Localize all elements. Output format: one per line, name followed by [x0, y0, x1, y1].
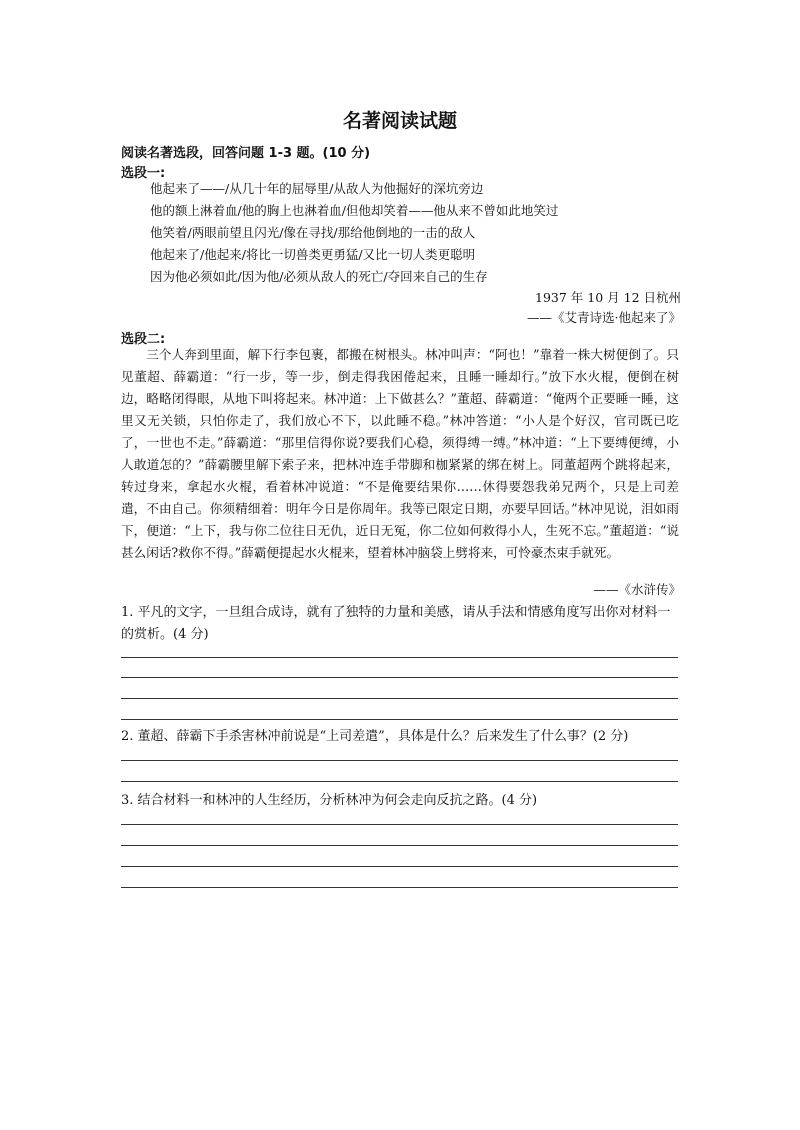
answer-line[interactable]: [121, 781, 678, 782]
poem-line: 他笑着/两眼前望且闪光/像在寻找/那给他倒地的一击的敌人: [150, 225, 476, 240]
answer-line[interactable]: [121, 866, 678, 867]
poem-line: 他起来了/他起来/将比一切兽类更勇猛/又比一切人类更聪明: [150, 247, 476, 262]
question-3: 3. 结合材料一和林冲的人生经历，分析林冲为何会走向反抗之路。(4 分): [121, 793, 538, 808]
answer-line[interactable]: [121, 887, 678, 888]
instruction-text: 阅读名著选段，回答问题 1-3 题。(10 分): [121, 146, 371, 161]
answer-line[interactable]: [121, 719, 678, 720]
poem-line: 他起来了——/从几十年的屈辱里/从敌人为他掘好的深坑旁边: [150, 181, 484, 196]
answer-line[interactable]: [121, 657, 678, 658]
poem-source: ——《艾青诗选·他起来了》: [527, 310, 681, 325]
answer-line[interactable]: [121, 845, 678, 846]
excerpt1-label: 选段一:: [121, 166, 166, 181]
answer-line[interactable]: [121, 677, 678, 678]
excerpt2-source: ——《水浒传》: [593, 582, 681, 597]
page-title: 名著阅读试题: [342, 110, 457, 132]
poem-line: 因为他必须如此/因为他/必须从敌人的死亡/夺回来自己的生存: [150, 269, 488, 284]
question-1: 1. 平凡的文字，一旦组合成诗，就有了独特的力量和美感，请从手法和情感角度写出你对材料一的赏析。(4 分): [121, 605, 671, 642]
excerpt2-label: 选段二:: [121, 332, 166, 347]
answer-line[interactable]: [121, 698, 678, 699]
answer-line[interactable]: [121, 824, 678, 825]
excerpt2-text: 三个人奔到里面，解下行李包裹，都搬在树根头。林冲叫声：“阿也！”靠着一株大树便倒了。只见董超、薛霸道：“行一步，等一步，倒走得我困倦起来，且睡一睡却行。”放下水火棍，便倒在树边，略略闭得眼，从地下叫将起来。林冲道：上下做甚么？”董超、薛霸道：“俺两个正要睡一睡，这里又无关锁，只怕你走了，我们放心不下，以此睡不稳。”林冲答道：“小人是个好汉，官司既已吃了，一世也不走。”薛霸道：“那里信得你说?要我们心稳，须得缚一缚。”林冲道：“上下要缚便缚，小人敢道怎的？”薛霸腰里解下索子来，把林冲连手带脚和枷紧紧的绑在树上。同董超两个跳将起来，转过身来，拿起水火棍，看着林冲说道：“不是俺要结果你……休得要怨我弟兄两个，只是上司差遣，不由自己。你须精细着：明年今日是你周年。我等已限定日期，亦要早回话。”林冲见说，泪如雨下，便道：“上下，我与你二位往日无仇，近日无冤，你二位如何救得小人，生死不忘。”董超道：“说甚么闲话?救你不得。”薛霸便提起水火棍来，望着林冲脑袋上劈将来，可怜豪杰束手就死。: [121, 347, 679, 560]
question-2: 2. 董超、薛霸下手杀害林冲前说是“上司差遣”，具体是什么？后来发生了什么事？(2 分): [121, 729, 629, 744]
answer-line[interactable]: [121, 760, 678, 761]
poem-date: 1937 年 10 月 12 日杭州: [535, 290, 681, 305]
poem-block: [150, 178, 690, 288]
poem-line: 他的额上淋着血/他的胸上也淋着血/但他却笑着——他从来不曾如此地笑过: [150, 203, 559, 218]
